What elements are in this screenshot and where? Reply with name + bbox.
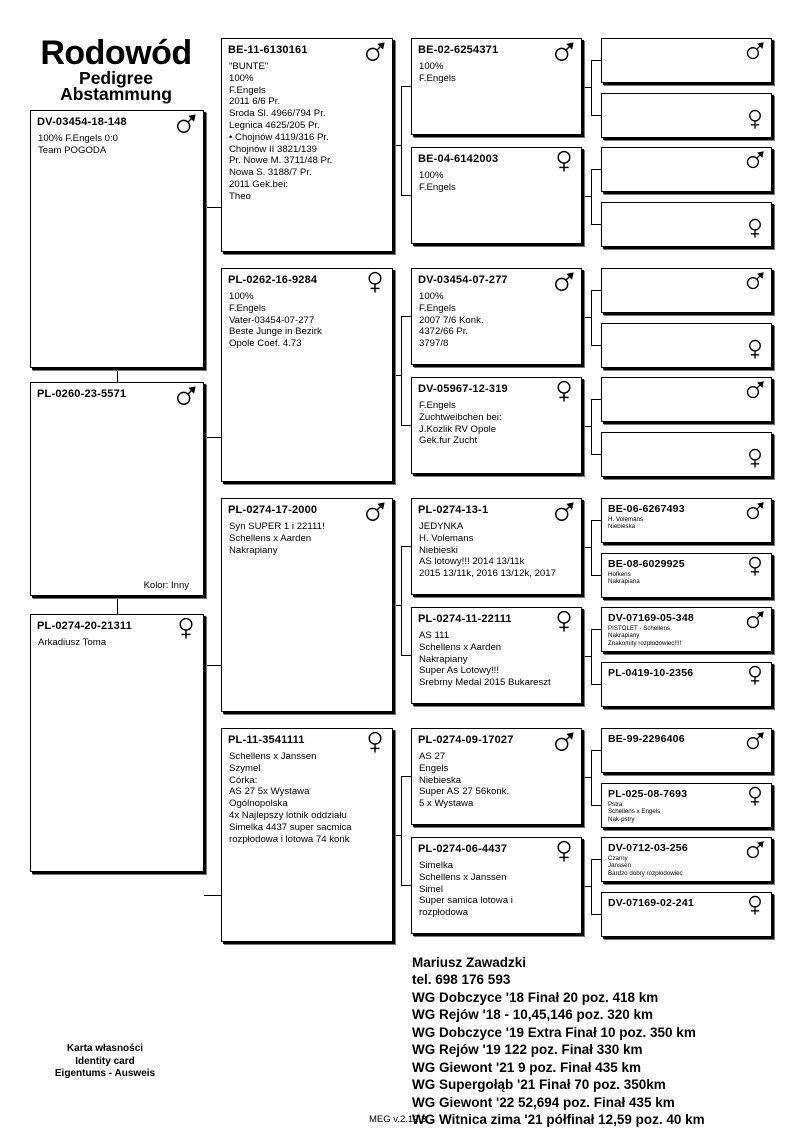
dam-card	[30, 614, 204, 872]
connector-line	[393, 145, 401, 146]
owner-result-line: WG Supergołąb '21 Finał 70 poz. 350km	[412, 1077, 666, 1092]
owner-name: Mariusz Zawadzki	[412, 955, 527, 970]
connector-line	[401, 425, 411, 426]
great-great-grandparent-card	[601, 202, 772, 247]
female-symbol-icon	[745, 339, 765, 364]
bird-details: Simelka Schellens x Janssen Simel Super samica lotowa i rozpłodowa	[419, 860, 513, 919]
great-great-grandparent-card	[601, 147, 772, 192]
female-symbol-icon	[745, 786, 765, 811]
grandparent-card	[221, 498, 393, 712]
ring-number: PL-0274-13-1	[418, 504, 489, 516]
connector-line	[591, 750, 601, 751]
great-grandparent-card	[411, 377, 582, 474]
male-symbol-icon	[745, 840, 765, 865]
ring-number: PL-0260-23-5571	[37, 388, 127, 400]
connector-line	[591, 169, 592, 224]
identity-polish: Karta własności	[66, 1043, 144, 1054]
ring-number: PL-11-3541111	[228, 734, 305, 746]
owner-result-line: WG Rejów '19 122 poz. Finał 330 km	[412, 1042, 643, 1057]
ring-number: PL-025-08-7693	[608, 788, 688, 800]
great-grandparent-card	[411, 147, 582, 244]
connector-line	[591, 454, 601, 455]
subtitle-abstammung: Abstammung	[60, 84, 172, 104]
connector-line	[591, 575, 601, 576]
connector-line	[582, 656, 591, 657]
bird-details: PISTOLET - Schellens Nakrapiany Znakomity rozpłodowiec!!!!	[608, 625, 682, 647]
owner-result-line: WG Dobczyce '18 Finał 20 poz. 418 km	[412, 989, 659, 1005]
connector-line	[401, 776, 411, 777]
great-great-grandparent-card	[601, 38, 772, 83]
great-great-grandparent-card	[601, 837, 772, 882]
female-symbol-icon	[745, 895, 765, 920]
connector-line	[401, 316, 411, 317]
female-symbol-icon	[745, 448, 765, 473]
connector-line	[591, 914, 601, 915]
connector-line	[393, 835, 401, 836]
connector-line	[591, 629, 601, 630]
ring-number: BE-08-6029925	[608, 558, 685, 570]
connector-line	[591, 169, 601, 170]
great-great-grandparent-card	[601, 728, 772, 773]
owner-result-line: WG Rejów '18 - 10,45,146 poz. 320 km	[412, 1007, 654, 1022]
great-great-grandparent-card	[601, 498, 772, 543]
connector-line	[591, 520, 601, 521]
bird-details: 100% F.Engels 0:0 Team POGODA	[38, 133, 119, 156]
connector-line	[582, 547, 591, 548]
connector-line	[591, 684, 601, 685]
connector-line	[401, 316, 402, 425]
ring-number: PL-0274-11-22111	[418, 613, 512, 625]
connector-line	[401, 195, 411, 196]
connector-line	[582, 426, 591, 427]
connector-line	[591, 224, 601, 225]
connector-line	[401, 546, 402, 655]
female-symbol-icon	[745, 556, 765, 581]
bird-details: AS 111 Schellens x Aarden Nakrapiany Super As Lotowy!!! Srebrny Medal 2015 Bukareszt	[419, 630, 551, 689]
ring-number: DV-0712-03-256	[608, 842, 688, 854]
owner-results	[412, 971, 792, 1129]
bird-details: 100% F.Engels 2007 7/6 Konk. 4372/66 Pr. 3797/8	[419, 291, 484, 350]
sire-card	[30, 382, 204, 596]
great-grandparent-card	[411, 728, 582, 825]
great-great-grandparent-card	[601, 783, 772, 828]
bird-details: 100% F.Engels	[419, 61, 456, 84]
grandparent-card	[221, 728, 393, 942]
connector-line	[591, 399, 592, 454]
connector-line	[117, 368, 118, 382]
connector-line	[591, 60, 601, 61]
owner-result-line: tel. 698 176 593	[412, 972, 511, 987]
bird-details: Schellens x Janssen Szymel Córka: AS 27 5x Wystawa Ogólnopolska 4x Najlepszy lotnik oddziału Simelka 4437 super sacmica rozpłodowa i lotowa 74 konk	[229, 751, 352, 845]
ring-number: BE-99-2296406	[608, 733, 685, 745]
bird-details: 100% F.Engels	[419, 170, 456, 193]
identity-card-label	[20, 1043, 190, 1081]
connector-line	[393, 605, 401, 606]
ring-number: DV-07169-02-241	[608, 897, 694, 909]
connector-line	[401, 885, 411, 886]
great-grandparent-card	[411, 268, 582, 365]
male-symbol-icon	[745, 271, 765, 296]
great-grandparent-card	[411, 607, 582, 704]
great-great-grandparent-card	[601, 432, 772, 477]
male-symbol-icon	[745, 610, 765, 635]
bird-details: H. Volemans Niebieska	[608, 516, 644, 531]
connector-line	[582, 777, 591, 778]
connector-line	[401, 655, 411, 656]
bird-details: Hofkens Nakrapiana	[608, 571, 640, 586]
male-symbol-icon	[745, 731, 765, 756]
ring-number: DV-03454-07-277	[418, 274, 508, 286]
bird-details: Czarny Janssen Bardzo dobry rozpłodowiec	[608, 855, 683, 877]
ring-number: BE-06-6267493	[608, 503, 685, 515]
owner-result-line: WG Witnica zima '21 półfinał 12,59 poz. 40 km	[412, 1112, 705, 1127]
ring-number: PL-0274-06-4437	[418, 843, 508, 855]
connector-line	[582, 87, 591, 88]
ring-number: PL-0274-20-21311	[37, 620, 132, 632]
great-great-grandparent-card	[601, 268, 772, 313]
owner-block	[412, 954, 792, 1129]
ring-number: BE-02-6254371	[418, 44, 499, 56]
great-grandparent-card	[411, 837, 582, 934]
great-great-grandparent-card	[601, 553, 772, 598]
connector-line	[591, 629, 592, 684]
ring-number: PL-0274-17-2000	[228, 504, 318, 516]
connector-line	[591, 859, 592, 914]
connector-line	[591, 859, 601, 860]
connector-line	[117, 596, 118, 614]
version-label: MEG v.2.12.3	[369, 1114, 427, 1125]
main-bird-card	[30, 110, 204, 368]
male-symbol-icon	[745, 41, 765, 66]
connector-line	[591, 290, 592, 345]
male-symbol-icon	[745, 150, 765, 175]
female-symbol-icon	[745, 109, 765, 134]
connector-line	[591, 345, 601, 346]
connector-line	[204, 895, 221, 896]
male-symbol-icon	[175, 385, 197, 412]
bird-details: Syn SUPER 1 i 22111! Schellens x Aarden Nakrapiany	[229, 521, 325, 556]
female-symbol-icon	[745, 218, 765, 243]
owner-result-line: WG Giewont '21 9 poz. Finał 435 km	[412, 1059, 642, 1075]
connector-line	[591, 60, 592, 115]
connector-line	[204, 665, 221, 666]
connector-line	[591, 290, 601, 291]
owner-result-line: WG Dobczyce '19 Extra Finał 10 poz. 350 km	[412, 1024, 696, 1040]
identity-english: Identity card	[75, 1055, 135, 1067]
connector-line	[591, 805, 601, 806]
subtitle-pedigree: Pedigree	[79, 68, 153, 88]
ring-number: PL-0274-09-17027	[418, 734, 514, 746]
bird-details: AS 27 Engels Niebieska Super AS 27 56konk. 5 x Wystawa	[419, 751, 510, 810]
male-symbol-icon	[745, 501, 765, 526]
connector-line	[591, 520, 592, 575]
ring-number: DV-03454-18-148	[37, 116, 127, 128]
connector-line	[591, 115, 601, 116]
connector-line	[582, 196, 591, 197]
great-great-grandparent-card	[601, 377, 772, 422]
identity-german: Eigentums - Ausweis	[54, 1068, 156, 1079]
connector-line	[401, 86, 411, 87]
connector-line	[582, 886, 591, 887]
connector-line	[591, 750, 592, 805]
ring-number: BE-11-6130161	[228, 44, 308, 56]
great-great-grandparent-card	[601, 892, 772, 937]
great-grandparent-card	[411, 498, 582, 595]
grandparent-card	[221, 268, 393, 482]
page-title: Rodowód	[40, 34, 192, 72]
ring-number: BE-04-6142003	[418, 153, 499, 165]
female-symbol-icon	[745, 665, 765, 690]
bird-details: Arkadiusz Toma	[38, 637, 107, 648]
great-grandparent-card	[411, 38, 582, 135]
ring-number: PL-0419-10-2356	[608, 667, 694, 679]
great-great-grandparent-card	[601, 93, 772, 138]
connector-line	[393, 375, 401, 376]
ring-number: DV-05967-12-319	[418, 383, 508, 395]
connector-line	[582, 317, 591, 318]
connector-line	[401, 546, 411, 547]
bird-details: JEDYNKA H. Volemans Niebieski AS lotowy!!! 2014 13/11k 2015 13/11k, 2016 13/12k, 2017	[419, 521, 556, 580]
connector-line	[591, 399, 601, 400]
connector-line	[204, 207, 221, 208]
owner-result-line: WG Giewont '22 52,694 poz. Finał 435 km	[412, 1094, 675, 1110]
connector-line	[401, 776, 402, 885]
connector-line	[204, 437, 221, 438]
bird-details: Pstra Schellens x Engels Nak-pstry	[608, 801, 661, 823]
great-great-grandparent-card	[601, 323, 772, 368]
connector-line	[401, 86, 402, 195]
ring-number: DV-07169-05-348	[608, 612, 694, 624]
great-great-grandparent-card	[601, 607, 772, 652]
ring-number: PL-0262-16-9284	[228, 274, 318, 286]
great-great-grandparent-card	[601, 662, 772, 707]
grandparent-card	[221, 38, 393, 252]
bird-details: F.Engels Zuchtweibchen bei: J.Kozlik RV Opole Gek.fur Zucht	[419, 400, 502, 447]
male-symbol-icon	[745, 380, 765, 405]
color-label: Kolor: Inny	[143, 580, 189, 591]
bird-details: "BUNTE" 100% F.Engels 2011 6/6 Pr. Sroda Sl. 4966/794 Pr. Legnica 4625/205 Pr. • Chojnów 4119/316 Pr. Chojnów II 3821/139 Pr. Nowe M. 3711/48 Pr. Nowa S. 3188/7 Pr. 2011 Gek.bei: Theo	[229, 61, 333, 202]
title-block	[28, 36, 204, 102]
bird-details: 100% F.Engels Vater-03454-07-277 Beste Junge in Bezirk Opole Coef. 4.73	[229, 291, 322, 350]
